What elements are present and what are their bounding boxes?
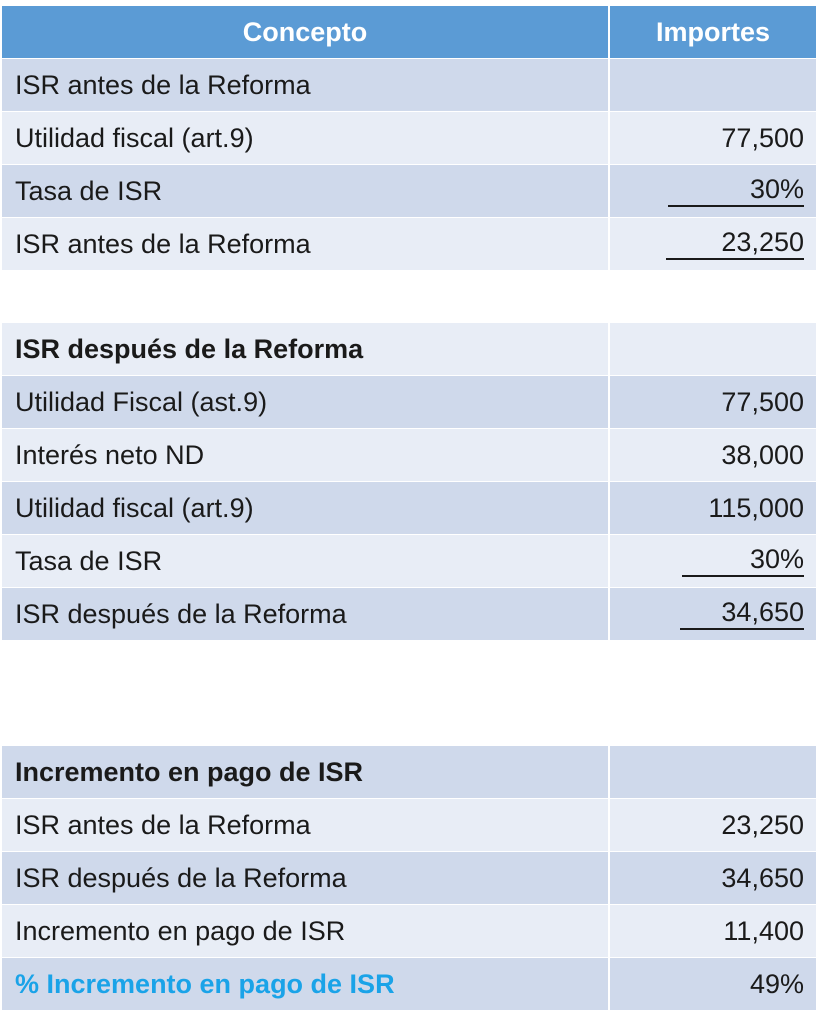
row-amount-cell: [610, 165, 816, 217]
header-amount: Importes: [610, 6, 816, 58]
table-row: [2, 482, 816, 534]
row-amount: 23,250: [610, 799, 816, 851]
row-concept: Utilidad fiscal (art.9): [2, 112, 608, 164]
underlined-amount: 23,250: [666, 228, 804, 260]
row-concept: ISR después de la Reforma: [2, 588, 608, 640]
table-row: [2, 429, 816, 481]
table-header-row: [2, 6, 816, 58]
row-amount-cell: [610, 218, 816, 270]
row-concept: Interés neto ND: [2, 429, 608, 481]
row-amount: 77,500: [610, 376, 816, 428]
empty-cell: [610, 323, 816, 375]
section-title: Incremento en pago de ISR: [2, 746, 608, 798]
underlined-amount: 34,650: [680, 598, 804, 630]
empty-cell: [610, 746, 816, 798]
row-concept: Tasa de ISR: [2, 535, 608, 587]
table-row: [2, 905, 816, 957]
table-row: [2, 112, 816, 164]
row-amount-cell: [610, 588, 816, 640]
row-concept: Incremento en pago de ISR: [2, 905, 608, 957]
row-amount: [610, 59, 816, 111]
row-concept: ISR después de la Reforma: [2, 852, 608, 904]
table-row: [2, 376, 816, 428]
row-concept: ISR antes de la Reforma: [2, 59, 608, 111]
table-row: [2, 59, 816, 111]
section-title: ISR después de la Reforma: [2, 323, 608, 375]
row-amount: 115,000: [610, 482, 816, 534]
row-concept: Utilidad Fiscal (ast.9): [2, 376, 608, 428]
isr-after-reform-table: [2, 323, 816, 640]
percent-increase-label: % Incremento en pago de ISR: [2, 958, 608, 1010]
table-row: [2, 799, 816, 851]
row-concept: ISR antes de la Reforma: [2, 218, 608, 270]
section-title-row: [2, 746, 816, 798]
isr-increase-table: [2, 746, 816, 1010]
table-row: [2, 588, 816, 640]
row-amount: 38,000: [610, 429, 816, 481]
table-row: [2, 165, 816, 217]
table-row: [2, 958, 816, 1010]
row-concept: Tasa de ISR: [2, 165, 608, 217]
isr-before-reform-table: [2, 6, 816, 270]
row-amount-cell: [610, 535, 816, 587]
percent-increase-value: 49%: [610, 958, 816, 1010]
row-concept: ISR antes de la Reforma: [2, 799, 608, 851]
table-row: [2, 218, 816, 270]
row-concept: Utilidad fiscal (art.9): [2, 482, 608, 534]
table-row: [2, 852, 816, 904]
row-amount: 34,650: [610, 852, 816, 904]
row-amount: 77,500: [610, 112, 816, 164]
header-concept: Concepto: [2, 6, 608, 58]
table-row: [2, 535, 816, 587]
underlined-amount: 30%: [682, 545, 804, 577]
section-title-row: [2, 323, 816, 375]
underlined-amount: 30%: [668, 175, 804, 207]
row-amount: 11,400: [610, 905, 816, 957]
